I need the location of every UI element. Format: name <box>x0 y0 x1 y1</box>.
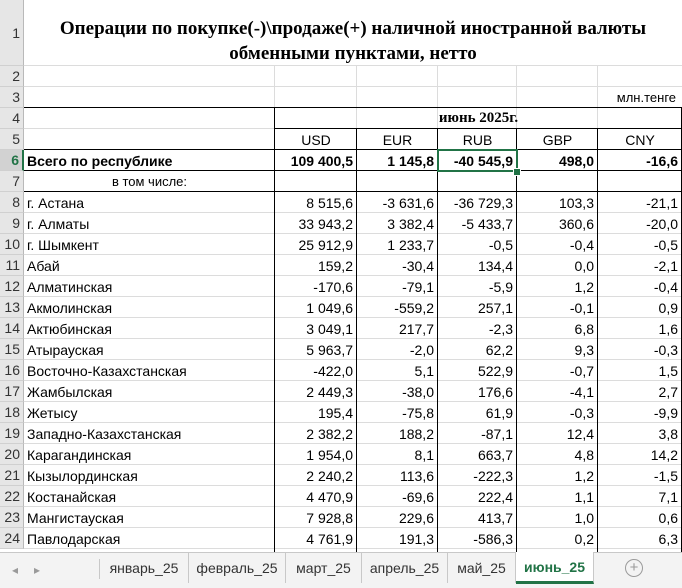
region-value: 217,7 <box>398 320 434 337</box>
row-header[interactable]: 1 <box>0 0 24 66</box>
region-value: 2 449,3 <box>306 383 353 400</box>
region-value: 33 943,2 <box>298 215 353 232</box>
region-value: 113,6 <box>400 467 434 484</box>
row-header[interactable]: 22 <box>0 486 24 507</box>
region-value: 0,9 <box>658 299 678 316</box>
region-value: -0,1 <box>569 299 594 316</box>
region-name: Карагандинская <box>27 446 132 463</box>
region-value: 2,7 <box>658 383 678 400</box>
region-value: 5 963,7 <box>306 341 353 358</box>
row-header[interactable]: 7 <box>0 171 24 192</box>
region-name: Павлодарская <box>27 530 121 547</box>
region-name: Жамбылская <box>27 383 113 400</box>
next-sheet-icon[interactable]: ▸ <box>33 563 41 577</box>
prev-sheet-icon[interactable]: ◂ <box>11 563 19 577</box>
region-value: -3 631,6 <box>382 194 434 211</box>
region-value: 0,6 <box>658 509 678 526</box>
region-value: -87,1 <box>481 425 513 442</box>
total-value: -16,6 <box>646 152 678 169</box>
region-value: -2,3 <box>488 320 513 337</box>
region-value: 522,9 <box>477 362 513 379</box>
region-name: г. Алматы <box>27 215 90 232</box>
region-value: 25 912,9 <box>298 236 353 253</box>
region-value: 4,8 <box>574 446 594 463</box>
region-value: -2,0 <box>409 341 434 358</box>
region-value: 257,1 <box>477 299 513 316</box>
region-value: 176,6 <box>477 383 513 400</box>
sheet-tab-bar <box>0 552 682 588</box>
region-value: 62,2 <box>485 341 513 358</box>
border-line <box>275 128 682 129</box>
row-header[interactable]: 11 <box>0 255 24 276</box>
region-value: 0,0 <box>574 257 594 274</box>
region-name: Костанайская <box>27 488 117 505</box>
region-value: -1,5 <box>653 467 678 484</box>
region-name: Кызылординская <box>27 467 138 484</box>
region-value: -21,1 <box>646 194 678 211</box>
row-header[interactable]: 21 <box>0 465 24 486</box>
region-name: Мангистауская <box>27 509 124 526</box>
region-value: -2,1 <box>653 257 678 274</box>
region-value: 1,6 <box>658 320 678 337</box>
region-value: 7 928,8 <box>306 509 353 526</box>
region-value: -0,3 <box>653 341 678 358</box>
region-value: 360,6 <box>558 215 594 232</box>
total-value: 498,0 <box>558 152 594 169</box>
region-value: 103,3 <box>558 194 594 211</box>
row-header[interactable]: 24 <box>0 528 24 549</box>
region-name: Жетысу <box>27 404 78 421</box>
row-header[interactable]: 16 <box>0 360 24 381</box>
region-name: Абай <box>27 257 60 274</box>
row-header[interactable]: 5 <box>0 129 24 150</box>
sheet-tab[interactable]: июнь_25 <box>516 552 594 584</box>
sheet-title-line1: Операции по покупке(-)\продаже(+) наличной иностранной валюты <box>59 18 647 39</box>
row-header[interactable]: 20 <box>0 444 24 465</box>
total-label: Всего по республике <box>27 152 173 169</box>
region-value: -79,1 <box>402 278 434 295</box>
region-value: 0,2 <box>574 530 594 547</box>
row-header[interactable]: 2 <box>0 66 24 87</box>
region-value: 8,1 <box>414 446 434 463</box>
subheader-label: в том числе: <box>111 174 188 189</box>
region-value: -0,4 <box>569 236 594 253</box>
region-value: 4 761,9 <box>306 530 353 547</box>
border-line <box>516 128 517 552</box>
region-value: 8 515,6 <box>306 194 353 211</box>
currency-header-eur: EUR <box>382 131 413 148</box>
border-line <box>24 170 682 171</box>
region-value: -9,9 <box>653 404 678 421</box>
currency-header-gbp: GBP <box>542 131 573 148</box>
currency-header-rub: RUB <box>462 131 493 148</box>
region-name: Атырауская <box>27 341 104 358</box>
row-header[interactable]: 18 <box>0 402 24 423</box>
row-header[interactable]: 3 <box>0 87 24 108</box>
region-value: 3,8 <box>658 425 678 442</box>
region-value: 1 049,6 <box>306 299 353 316</box>
region-value: -0,3 <box>569 404 594 421</box>
region-value: 2 240,2 <box>306 467 353 484</box>
region-value: -586,3 <box>473 530 513 547</box>
border-line <box>274 107 275 552</box>
region-value: 159,2 <box>317 257 353 274</box>
region-value: 195,4 <box>317 404 353 421</box>
total-value: 109 400,5 <box>290 152 353 169</box>
region-value: -0,5 <box>488 236 513 253</box>
region-value: -69,6 <box>402 488 434 505</box>
fill-handle[interactable] <box>513 168 521 176</box>
gridline-h <box>24 65 682 66</box>
region-value: 222,4 <box>477 488 513 505</box>
region-value: -4,1 <box>569 383 594 400</box>
region-value: 6,3 <box>658 530 678 547</box>
sheet-tab[interactable]: февраль_25 <box>189 553 286 583</box>
region-value: 1,2 <box>574 467 594 484</box>
region-value: 3 049,1 <box>306 320 353 337</box>
region-value: 134,4 <box>477 257 513 274</box>
region-value: -36 729,3 <box>453 194 513 211</box>
region-value: -170,6 <box>313 278 353 295</box>
border-line <box>24 191 682 192</box>
region-value: 413,7 <box>477 509 513 526</box>
row-header[interactable]: 14 <box>0 318 24 339</box>
region-name: Восточно-Казахстанская <box>27 362 187 379</box>
total-value: 1 145,8 <box>387 152 434 169</box>
region-value: -559,2 <box>394 299 434 316</box>
border-line <box>597 128 598 552</box>
total-value: -40 545,9 <box>453 152 513 169</box>
period-header: июнь 2025г. <box>438 110 519 126</box>
border-line <box>356 128 357 552</box>
tab-separator <box>99 559 100 579</box>
sheet-tab[interactable]: май_25 <box>448 553 516 583</box>
region-value: -5,9 <box>488 278 513 295</box>
region-value: -75,8 <box>402 404 434 421</box>
region-value: -422,0 <box>313 362 353 379</box>
border-line <box>437 128 438 552</box>
row-header[interactable]: 15 <box>0 339 24 360</box>
unit-label: млн.тенге <box>616 90 676 105</box>
row-header[interactable]: 17 <box>0 381 24 402</box>
region-value: 1 233,7 <box>387 236 434 253</box>
region-value: 61,9 <box>485 404 513 421</box>
region-name: Актюбинская <box>27 320 112 337</box>
region-value: -222,3 <box>473 467 513 484</box>
row-header[interactable]: 10 <box>0 234 24 255</box>
region-name: Акмолинская <box>27 299 113 316</box>
region-name: Алматинская <box>27 278 113 295</box>
region-value: 9,3 <box>574 341 594 358</box>
region-value: 2 382,2 <box>306 425 353 442</box>
region-name: г. Шымкент <box>27 236 99 253</box>
region-value: 7,1 <box>658 488 678 505</box>
region-value: -5 433,7 <box>461 215 513 232</box>
region-value: -0,5 <box>653 236 678 253</box>
border-line <box>24 149 682 150</box>
region-value: 188,2 <box>398 425 434 442</box>
row-header[interactable]: 23 <box>0 507 24 528</box>
region-value: 663,7 <box>477 446 513 463</box>
add-sheet-icon[interactable]: + <box>625 559 643 577</box>
region-value: 3 382,4 <box>387 215 434 232</box>
sheet-title-line2: обменными пунктами, нетто <box>229 43 477 64</box>
border-line <box>24 107 682 108</box>
row-header[interactable]: 6 <box>0 150 24 171</box>
region-value: -38,0 <box>402 383 434 400</box>
region-value: -20,0 <box>646 215 678 232</box>
row-header[interactable]: 13 <box>0 297 24 318</box>
region-value: 5,1 <box>414 362 434 379</box>
region-value: 229,6 <box>398 509 434 526</box>
region-value: -30,4 <box>402 257 434 274</box>
row-header[interactable]: 4 <box>0 108 24 129</box>
region-value: 6,8 <box>574 320 594 337</box>
region-value: 1 954,0 <box>306 446 353 463</box>
region-value: 1,1 <box>574 488 594 505</box>
region-value: -0,7 <box>569 362 594 379</box>
sheet-tab[interactable]: март_25 <box>286 553 362 583</box>
region-name: г. Астана <box>27 194 85 211</box>
row-header[interactable]: 8 <box>0 192 24 213</box>
sheet-tab[interactable]: апрель_25 <box>362 553 448 583</box>
region-value: 14,2 <box>650 446 678 463</box>
currency-header-cny: CNY <box>625 131 655 148</box>
region-value: 1,0 <box>574 509 594 526</box>
row-header[interactable]: 12 <box>0 276 24 297</box>
sheet-tab[interactable]: январь_25 <box>100 553 189 583</box>
row-header[interactable]: 9 <box>0 213 24 234</box>
region-value: 1,2 <box>574 278 594 295</box>
region-value: 12,4 <box>566 425 594 442</box>
currency-header-usd: USD <box>301 131 331 148</box>
region-value: 4 470,9 <box>306 488 353 505</box>
row-header[interactable]: 19 <box>0 423 24 444</box>
region-value: 191,3 <box>398 530 434 547</box>
region-name: Западно-Казахстанская <box>27 425 182 442</box>
region-value: 1,5 <box>658 362 678 379</box>
region-value: -0,4 <box>653 278 678 295</box>
